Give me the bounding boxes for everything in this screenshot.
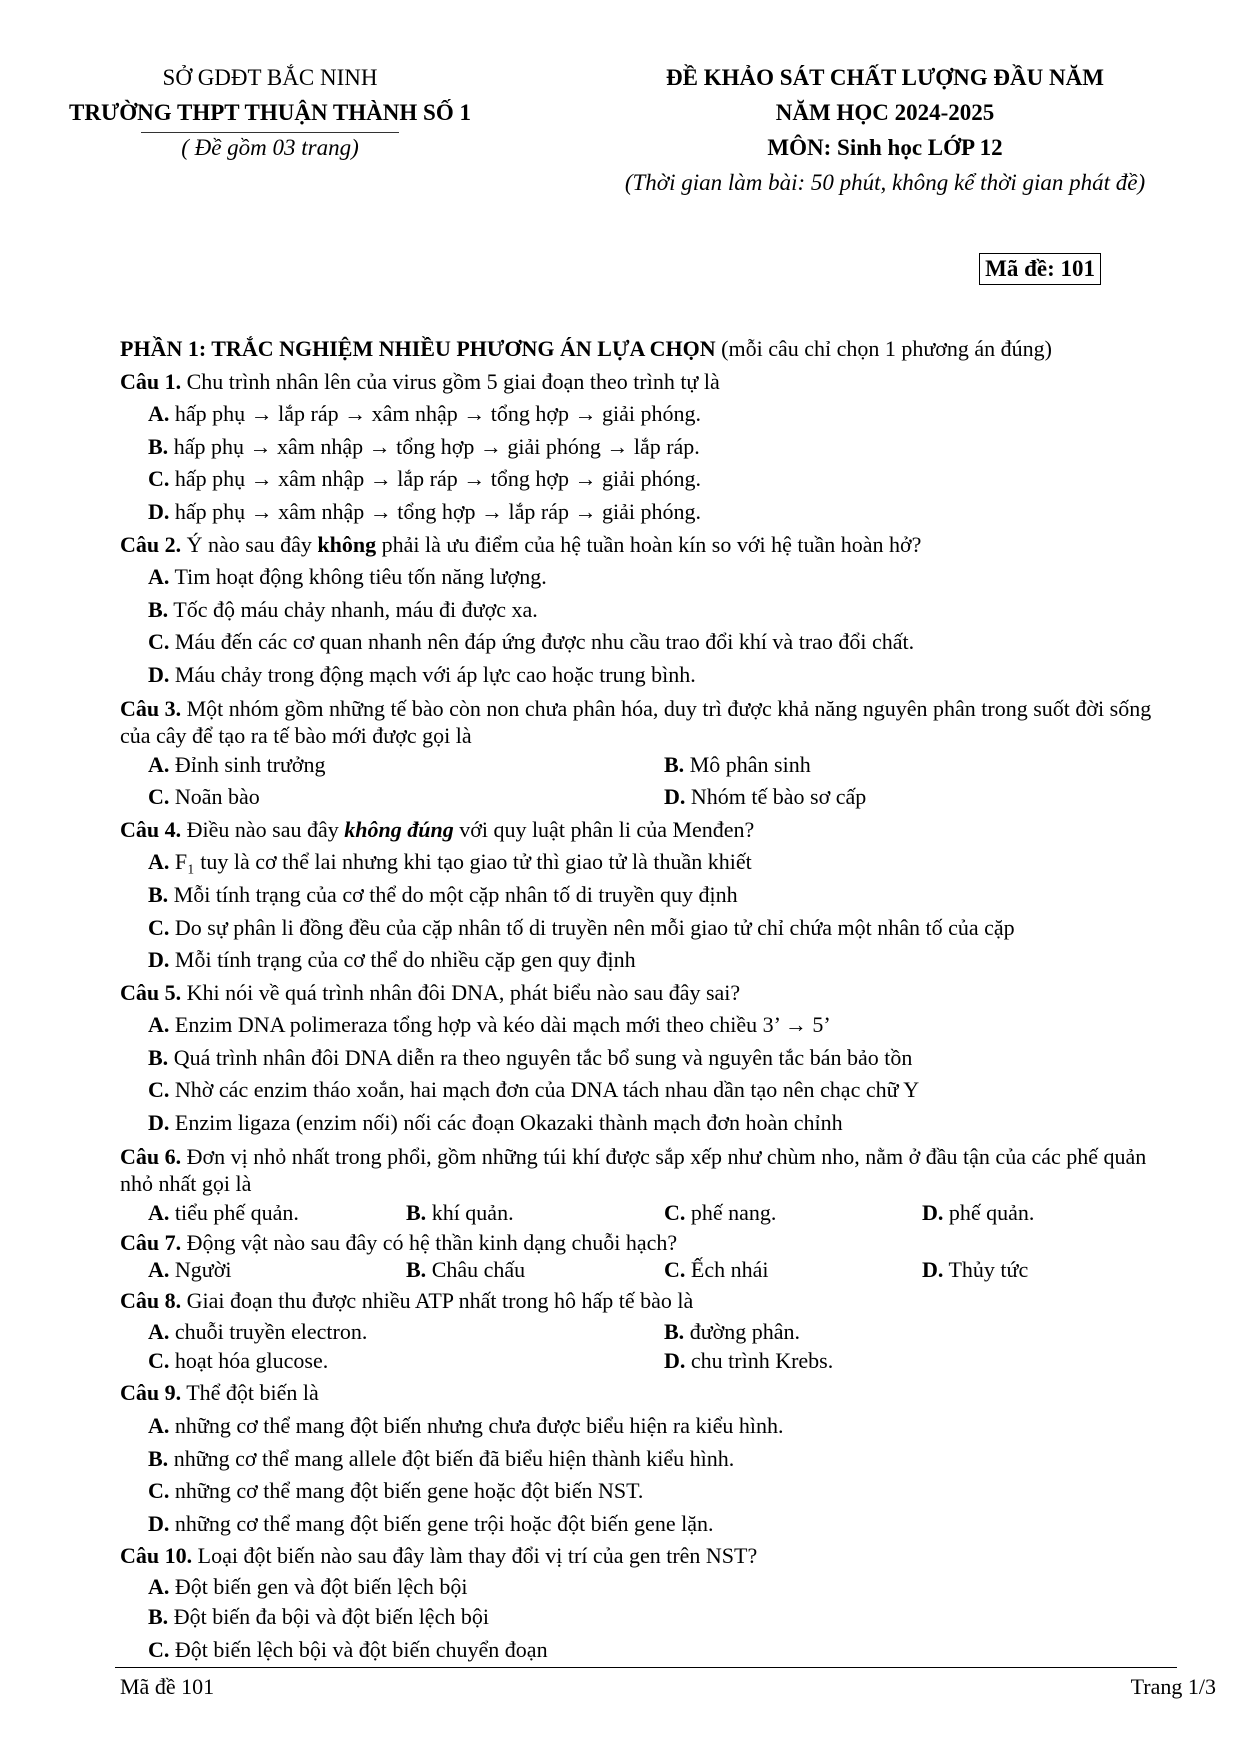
option-letter: A.	[148, 1012, 170, 1038]
option-letter: B.	[148, 881, 169, 907]
question-number: Câu 3.	[120, 695, 182, 721]
option-letter: A.	[148, 1257, 170, 1283]
question-1	[120, 366, 1180, 399]
part-1-heading	[120, 333, 1180, 366]
question-text: Chu trình nhân lên của virus gồm 5 giai đoạn theo trình tự là	[181, 368, 720, 394]
question-text: Ý nào sau đây	[181, 531, 318, 557]
option-letter: B.	[148, 433, 169, 459]
option-letter: A.	[148, 1199, 170, 1225]
option-c	[664, 1197, 922, 1230]
option-b	[120, 879, 1180, 912]
option-b	[120, 1443, 1180, 1476]
option-c	[120, 1475, 1180, 1508]
option-c	[148, 1345, 664, 1378]
option-letter: B.	[148, 1044, 169, 1070]
option-a	[148, 1197, 406, 1230]
option-b	[120, 1042, 1180, 1075]
footer-page-number: Trang 1/3	[1130, 1674, 1216, 1699]
question-2	[120, 529, 1180, 562]
option-d	[120, 1107, 1180, 1140]
option-text: Máu chảy trong động mạch với áp lực cao hoặc trung bình.	[169, 661, 696, 687]
option-letter: A.	[148, 849, 170, 875]
option-c	[148, 781, 664, 814]
option-letter: D.	[148, 1110, 170, 1136]
option-b	[406, 1197, 664, 1230]
option-letter: B.	[664, 751, 685, 777]
question-number: Câu 1.	[120, 368, 182, 394]
option-text: Mô phân sinh	[684, 751, 811, 777]
header-left	[20, 60, 520, 165]
question-emphasis: không	[317, 531, 377, 557]
option-letter: B.	[148, 596, 169, 622]
option-letter: B.	[664, 1318, 685, 1344]
option-letter: C.	[148, 1636, 170, 1662]
option-letter: C.	[664, 1199, 686, 1225]
question-3	[120, 695, 1180, 749]
option-text: Ếch nhái	[685, 1257, 769, 1283]
option-text: hấp phụ → lắp ráp → xâm nhập → tổng hợp → giải phóng.	[169, 401, 701, 427]
option-letter: C.	[148, 466, 170, 492]
question-9	[120, 1377, 1180, 1410]
option-d	[120, 1508, 1180, 1541]
option-text: Noãn bào	[169, 784, 260, 810]
part-1-title: PHẦN 1: TRẮC NGHIỆM NHIỀU PHƯƠNG ÁN LỰA CHỌN	[120, 336, 716, 361]
option-letter: D.	[148, 661, 170, 687]
option-text: Mỗi tính trạng của cơ thể do một cặp nhân tố di truyền quy định	[168, 881, 738, 907]
options-row	[120, 749, 1180, 782]
question-emphasis: không đúng	[344, 816, 454, 842]
option-text: đường phân.	[684, 1318, 801, 1344]
question-text: Một nhóm gồm những tế bào còn non chưa phân hóa, duy trì được khả năng nguyên phân trong suốt đời sống của cây để tạo ra tế bào mới được gọi là	[120, 695, 1152, 748]
option-text: khí quản.	[426, 1199, 514, 1225]
option-letter: C.	[664, 1257, 686, 1283]
option-d	[664, 781, 1180, 814]
page-count-note: ( Đề gồm 03 trang)	[141, 132, 399, 163]
option-letter: B.	[148, 1604, 169, 1629]
option-d	[922, 1256, 1180, 1283]
option-a	[148, 749, 664, 782]
option-letter: C.	[148, 1077, 170, 1103]
question-text: với quy luật phân li của Menđen?	[453, 816, 755, 842]
option-letter: D.	[148, 1510, 170, 1536]
school-year: NĂM HỌC 2024-2025	[775, 100, 995, 125]
exam-title: ĐỀ KHẢO SÁT CHẤT LƯỢNG ĐẦU NĂM	[666, 65, 1104, 90]
option-letter: D.	[664, 784, 686, 810]
option-a	[148, 1256, 406, 1283]
option-text: Máu đến các cơ quan nhanh nên đáp ứng được nhu cầu trao đổi khí và trao đổi chất.	[169, 629, 915, 655]
option-text: hoạt hóa glucose.	[169, 1347, 329, 1373]
option-text: Đỉnh sinh trưởng	[169, 751, 326, 777]
option-letter: C.	[148, 784, 170, 810]
part-1-note: (mỗi câu chỉ chọn 1 phương án đúng)	[715, 336, 1053, 361]
question-text: Thể đột biến là	[181, 1380, 319, 1406]
question-number: Câu 7.	[120, 1230, 182, 1256]
options-row	[120, 1345, 1180, 1378]
question-6	[120, 1143, 1180, 1197]
school-name: TRƯỜNG THPT THUẬN THÀNH SỐ 1	[69, 100, 471, 125]
option-c	[120, 1634, 1180, 1667]
time-note: (Thời gian làm bài: 50 phút, không kể thời gian phát đề)	[624, 170, 1146, 195]
option-text: Quá trình nhân đôi DNA diễn ra theo nguyên tắc bổ sung và nguyên tắc bán bảo tồn	[168, 1044, 913, 1070]
option-text: Enzim ligaza (enzim nối) nối các đoạn Okazaki thành mạch đơn hoàn chỉnh	[169, 1110, 843, 1136]
option-text: Do sự phân li đồng đều của cặp nhân tố di truyền nên mỗi giao tử chỉ chứa một nhân tố của cặp	[169, 914, 1015, 940]
option-letter: B.	[148, 1445, 169, 1471]
option-text: Tốc độ máu chảy nhanh, máu đi được xa.	[168, 596, 538, 622]
option-text: hấp phụ → xâm nhập → tổng hợp → giải phóng → lắp ráp.	[168, 433, 700, 459]
question-number: Câu 2.	[120, 531, 182, 557]
option-text: Người	[169, 1257, 232, 1283]
exam-code-box: Mã đề: 101	[979, 253, 1101, 285]
department-name: SỞ GDĐT BẮC NINH	[162, 65, 378, 90]
option-text: F₁ tuy là cơ thể lai nhưng khi tạo giao tử thì giao tử là thuần khiết	[169, 849, 752, 875]
option-text: Mỗi tính trạng của cơ thể do nhiều cặp gen quy định	[169, 947, 636, 973]
option-c	[664, 1256, 922, 1283]
option-b	[120, 594, 1180, 627]
header-right	[555, 60, 1215, 200]
option-letter: A.	[148, 1318, 170, 1344]
option-d	[120, 659, 1180, 692]
option-text: hấp phụ → xâm nhập → tổng hợp → lắp ráp → giải phóng.	[169, 498, 701, 524]
option-d	[120, 944, 1180, 977]
question-number: Câu 5.	[120, 979, 182, 1005]
option-letter: C.	[148, 1347, 170, 1373]
question-5	[120, 977, 1180, 1010]
question-4	[120, 814, 1180, 847]
question-text: Điều nào sau đây	[181, 816, 345, 842]
option-letter: C.	[148, 914, 170, 940]
option-text: chuỗi truyền electron.	[169, 1318, 368, 1344]
option-letter: D.	[922, 1257, 944, 1283]
question-number: Câu 10.	[120, 1543, 193, 1569]
question-text: Loại đột biến nào sau đây làm thay đổi vị trí của gen trên NST?	[192, 1543, 758, 1569]
option-letter: A.	[148, 564, 170, 590]
option-a	[148, 1318, 664, 1345]
option-b	[406, 1256, 664, 1283]
option-c	[120, 912, 1180, 945]
option-text: Tim hoạt động không tiêu tốn năng lượng.	[169, 564, 547, 590]
option-text: phế nang.	[685, 1199, 777, 1225]
option-a	[120, 846, 1180, 879]
option-letter: B.	[406, 1257, 427, 1283]
option-b	[664, 749, 1180, 782]
option-text: những cơ thể mang allele đột biến đã biểu hiện thành kiểu hình.	[168, 1445, 735, 1471]
option-b	[664, 1318, 1180, 1345]
option-c	[120, 626, 1180, 659]
question-text: Giai đoạn thu được nhiều ATP nhất trong hô hấp tế bào là	[181, 1288, 694, 1314]
options-row	[120, 1197, 1180, 1230]
question-text: phải là ưu điểm của hệ tuần hoàn kín so với hệ tuần hoàn hở?	[376, 531, 922, 557]
option-c	[120, 1074, 1180, 1107]
option-text: Nhờ các enzim tháo xoắn, hai mạch đơn của DNA tách nhau dần tạo nên chạc chữ Y	[169, 1077, 920, 1103]
option-text: Đột biến đa bội và đột biến lệch bội	[168, 1604, 489, 1629]
options-row	[120, 1256, 1180, 1283]
question-number: Câu 8.	[120, 1288, 182, 1314]
option-c	[120, 463, 1180, 496]
option-a	[120, 398, 1180, 431]
option-letter: A.	[148, 1413, 170, 1439]
option-text: Đột biến lệch bội và đột biến chuyển đoạn	[169, 1636, 548, 1662]
option-text: Nhóm tế bào sơ cấp	[685, 784, 867, 810]
option-text: tiểu phế quản.	[169, 1199, 299, 1225]
option-text: hấp phụ → xâm nhập → lắp ráp → tổng hợp → giải phóng.	[169, 466, 701, 492]
option-letter: B.	[406, 1199, 427, 1225]
question-number: Câu 6.	[120, 1143, 182, 1169]
option-letter: A.	[148, 1574, 170, 1599]
option-letter: D.	[922, 1199, 944, 1225]
footer-divider	[115, 1667, 1177, 1668]
option-text: Châu chấu	[426, 1257, 526, 1283]
question-8	[120, 1285, 1180, 1318]
option-text: những cơ thể mang đột biến gene hoặc đột biến NST.	[169, 1478, 644, 1504]
option-letter: A.	[148, 401, 170, 427]
question-10	[120, 1540, 1180, 1573]
option-d	[664, 1345, 1180, 1378]
question-text: Động vật nào sau đây có hệ thần kinh dạng chuỗi hạch?	[181, 1230, 678, 1256]
option-text: chu trình Krebs.	[685, 1347, 834, 1373]
option-text: phế quản.	[943, 1199, 1035, 1225]
option-letter: A.	[148, 751, 170, 777]
option-letter: C.	[148, 1478, 170, 1504]
option-text: Enzim DNA polimeraza tổng hợp và kéo dài mạch mới theo chiều 3’ → 5’	[169, 1012, 831, 1038]
option-a	[120, 1009, 1180, 1042]
question-7	[120, 1229, 1180, 1256]
option-text: Thủy tức	[943, 1257, 1029, 1283]
options-row	[120, 781, 1180, 814]
options-row	[120, 1318, 1180, 1345]
option-a	[120, 561, 1180, 594]
option-a	[120, 1410, 1180, 1443]
question-text: Đơn vị nhỏ nhất trong phổi, gồm những túi khí được sắp xếp như chùm nho, nằm ở đầu tận của các phế quản nhỏ nhất gọi là	[120, 1143, 1147, 1196]
option-d	[120, 496, 1180, 529]
option-letter: D.	[148, 498, 170, 524]
option-text: những cơ thể mang đột biến nhưng chưa được biểu hiện ra kiểu hình.	[169, 1413, 784, 1439]
option-text: những cơ thể mang đột biến gene trội hoặc đột biến gene lặn.	[169, 1510, 714, 1536]
subject-line: MÔN: Sinh học LỚP 12	[767, 135, 1003, 160]
option-b	[120, 1601, 1180, 1634]
option-a	[120, 1573, 1180, 1601]
question-number: Câu 4.	[120, 816, 182, 842]
option-text: Đột biến gen và đột biến lệch bội	[169, 1574, 468, 1599]
exam-content	[120, 333, 1180, 1666]
question-text: Khi nói về quá trình nhân đôi DNA, phát biểu nào sau đây sai?	[181, 979, 741, 1005]
option-letter: D.	[148, 947, 170, 973]
question-number: Câu 9.	[120, 1380, 182, 1406]
option-d	[922, 1197, 1180, 1230]
footer-exam-code: Mã đề 101	[120, 1674, 215, 1699]
option-letter: D.	[664, 1347, 686, 1373]
option-b	[120, 431, 1180, 464]
option-letter: C.	[148, 629, 170, 655]
